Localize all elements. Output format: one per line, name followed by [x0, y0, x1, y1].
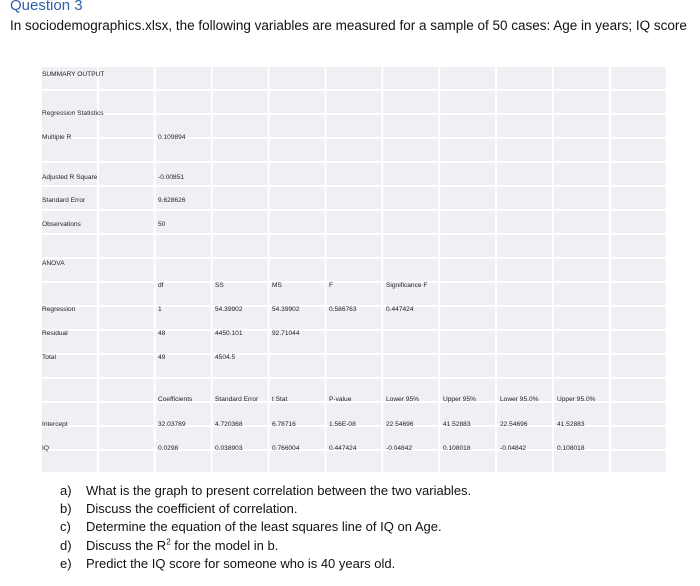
coef-header-upper-95-0: Upper 95.0% [557, 396, 596, 403]
coef-row-upper-95: 0.108018 [443, 445, 471, 452]
anova-row-label: Total [42, 354, 56, 361]
question-text-before: Discuss the R [86, 537, 167, 553]
coef-row-standard-error: 4.720368 [215, 421, 243, 428]
question-title: Question 3 [10, 0, 83, 14]
anova-row-df: 1 [158, 306, 162, 313]
question-item [60, 537, 680, 555]
question-letter: d) [60, 537, 72, 553]
coef-row-upper-95-0: 0.108018 [557, 445, 585, 452]
anova-row-ss: 4450.101 [215, 330, 243, 337]
question-text: Discuss the coefficient of correlation. [86, 501, 298, 517]
question-letter: c) [60, 519, 71, 535]
coef-row-coefficients: 0.0298 [158, 445, 179, 452]
coef-header-coefficients: Coefficients [158, 396, 193, 403]
adjusted-r-square-label: Adjusted R Square [42, 174, 98, 181]
intro-text: In sociodemographics.xlsx, the following variables are measured for a sample of 50 cases: Age in years; IQ score [10, 18, 687, 33]
standard-error-value: 9.628626 [158, 197, 186, 204]
coef-row-lower-95: 22.54696 [386, 421, 414, 428]
coef-row-upper-95-0: 41.52883 [557, 421, 585, 428]
coef-row-lower-95-0: 22.54696 [500, 421, 528, 428]
anova-row-df: 48 [158, 330, 166, 337]
multiple-r-label: Multiple R [42, 134, 72, 141]
coef-row-p-value: 0.447424 [329, 445, 357, 452]
regression-output-sheet [40, 64, 666, 472]
coef-header-p-value: P-value [329, 396, 352, 403]
anova-row-ss: 54.39902 [215, 306, 243, 313]
coef-row-lower-95: -0.04842 [386, 445, 413, 452]
question-text: What is the graph to present correlation between the two variables. [86, 483, 472, 498]
coef-row-t-stat: 6.78716 [272, 421, 296, 428]
anova-header-f: F [329, 282, 334, 289]
observations-label: Observations [42, 221, 81, 228]
coef-row-coefficients: 32.03789 [158, 421, 186, 428]
anova-header-ms: MS [272, 282, 282, 289]
coef-row-lower-95-0: -0.04842 [500, 445, 527, 452]
anova-row-ms: 54.39902 [272, 306, 300, 313]
anova-header-significance-f: Significance F [386, 282, 428, 289]
multiple-r-value: 0.109894 [158, 134, 186, 141]
coef-row-label: Intercept [42, 421, 68, 428]
summary-output-label: SUMMARY OUTPUT [42, 71, 105, 78]
question-text [86, 537, 278, 555]
question-item [60, 482, 680, 500]
question-letter: e) [60, 555, 72, 571]
anova-header-ss: SS [215, 282, 224, 289]
coef-header-upper-95: Upper 95% [443, 396, 476, 403]
anova-heading: ANOVA [42, 260, 65, 267]
question-text-after: for the model in b. [170, 537, 279, 553]
anova-row-ss: 4504.5 [215, 354, 236, 361]
coef-row-upper-95: 41.52883 [443, 421, 471, 428]
observations-value: 50 [158, 221, 166, 228]
question-letter: a) [60, 483, 72, 498]
coef-row-label: IQ [42, 445, 49, 452]
superscript-two: 2 [166, 537, 171, 547]
anova-row-ms: 92.71044 [272, 330, 300, 337]
regression-statistics-heading: Regression Statistics [42, 110, 104, 117]
question-list [60, 482, 680, 573]
coef-header-lower-95-0: Lower 95.0% [500, 396, 539, 403]
question-letter: b) [60, 501, 72, 517]
question-item [60, 555, 680, 573]
anova-row-label: Residual [42, 330, 68, 337]
coef-row-p-value: 1.56E-08 [329, 421, 356, 428]
standard-error-label: Standard Error [42, 197, 86, 204]
question-text: Determine the equation of the least squares line of IQ on Age. [86, 519, 442, 535]
question-item [60, 500, 680, 518]
question-item [60, 518, 680, 536]
coef-row-standard-error: 0.038903 [215, 445, 243, 452]
coef-header-standard-error: Standard Error [215, 396, 259, 403]
anova-row-label: Regression [42, 306, 76, 313]
question-text: Predict the IQ score for someone who is 40 years old. [86, 555, 396, 571]
coef-row-t-stat: 0.766004 [272, 445, 300, 452]
anova-row-f: 0.586763 [329, 306, 357, 313]
coef-header-lower-95: Lower 95% [386, 396, 419, 403]
anova-row-df: 49 [158, 354, 166, 361]
adjusted-r-square-value: -0.00851 [158, 174, 185, 181]
anova-header-df: df [158, 282, 164, 289]
anova-row-significance-f: 0.447424 [386, 306, 414, 313]
coef-header-t-stat: t Stat [272, 396, 288, 403]
